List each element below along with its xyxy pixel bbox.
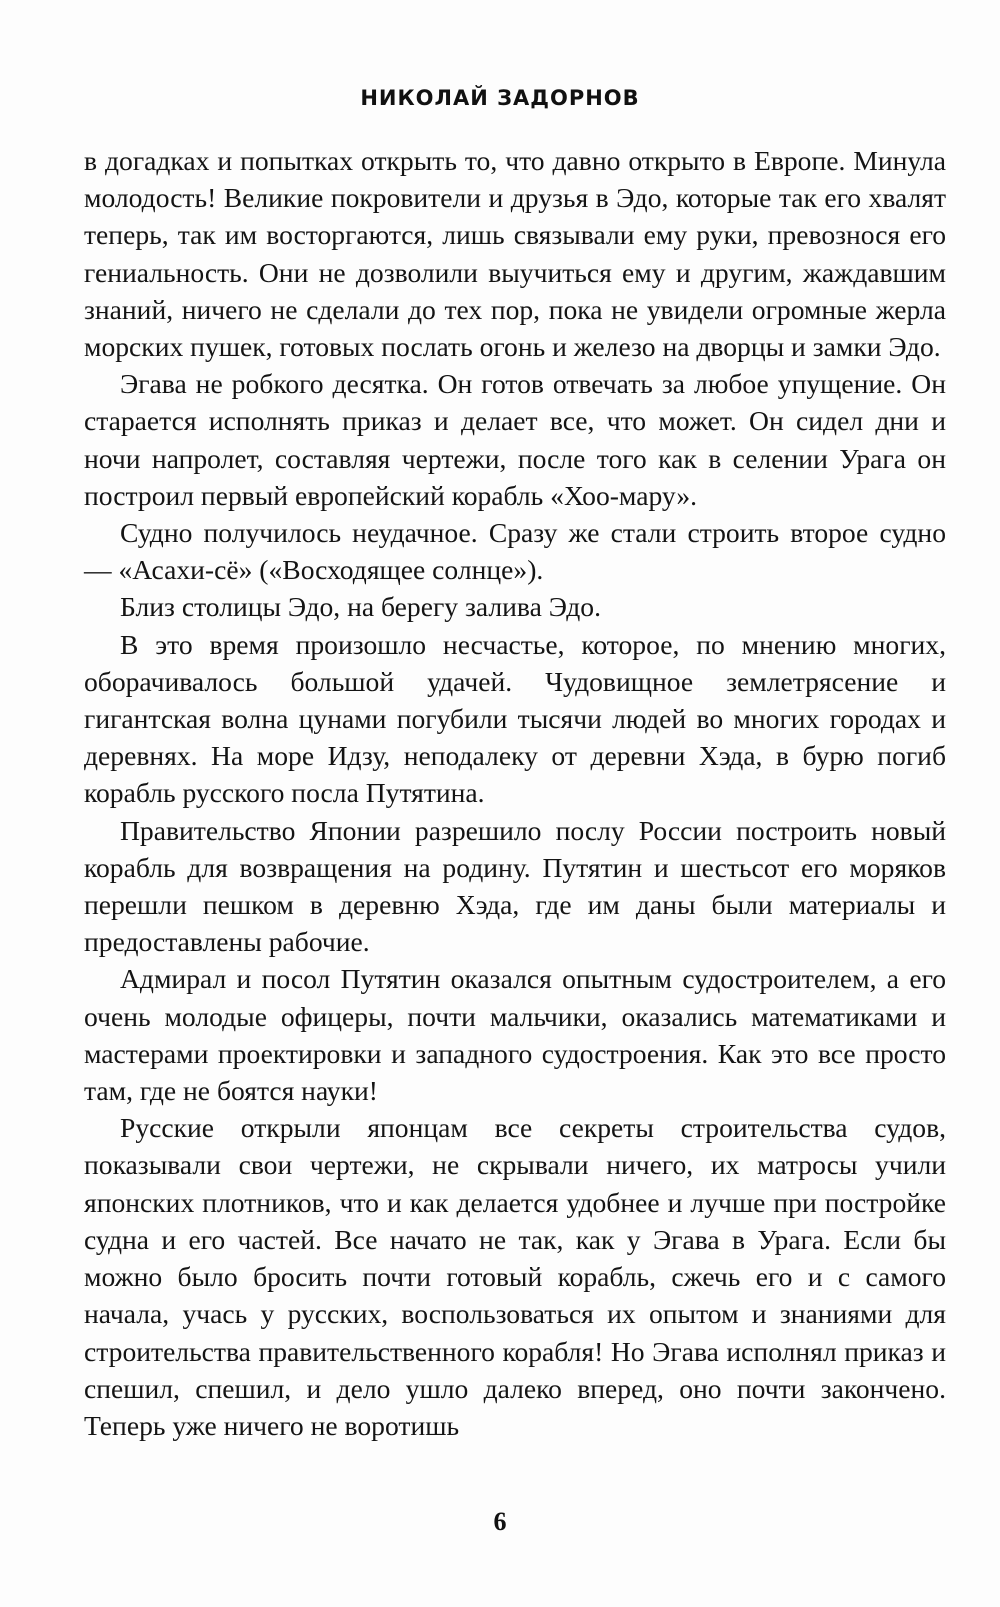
paragraph: Судно получилось неудачное. Сразу же стали строить второе судно — «Асахи-сё» («Восходящее солнце»).: [84, 517, 946, 586]
paragraph: Близ столицы Эдо, на берегу залива Эдо.: [120, 591, 601, 623]
paragraph: Адмирал и посол Путятин оказался опытным судостроителем, а его очень молодые офицеры, почти мальчики, оказались математиками и мастерами проектировки и западного судостроения. Как это все просто там, где не боятся науки!: [84, 963, 946, 1107]
paragraph: Русские открыли японцам все секреты строительства судов, показывали свои чертежи, не скрывали ничего, их матросы учили японских плотников, что и как делается удобнее и лучше при постройке судна и его частей. Все начато не так, как у Эгава в Урага. Если бы можно было бросить почти готовый корабль, сжечь его и с самого начала, учась у русских, воспользоваться их опытом и знаниями для строительства правительственного корабля! Но Эгава исполнял приказ и спешил, спешил, и дело ушло далеко вперед, оно почти закончено. Теперь уже ничего не воротишь: [84, 1112, 946, 1441]
paragraph: в догадках и попытках открыть то, что давно открыто в Европе. Минула молодость! Великие покровители и друзья в Эдо, которые так его хвалят теперь, так им восторгаются, лишь связывали ему руки, превознося его гениальность. Они не дозволили выучиться ему и другим, жаждавшим знаний, ничего не сделали до тех пор, пока не увидели огромные жерла морских пушек, готовых послать огонь и железо на дворцы и замки Эдо.: [84, 145, 946, 363]
paragraph: Правительство Японии разрешило послу России построить новый корабль для возвращения на родину. Путятин и шестьсот его моряков перешли пешком в деревню Хэда, где им даны были материалы и предоставлены рабочие.: [84, 814, 946, 958]
running-header-author: НИКОЛАЙ ЗАДОРНОВ: [360, 86, 640, 110]
page-number: 6: [493, 1507, 507, 1536]
body-text: [84, 142, 946, 1444]
paragraph: Эгава не робкого десятка. Он готов отвечать за любое упущение. Он старается исполнять приказ и делает все, что может. Он сидел дни и ночи напролет, составляя чертежи, после того как в селении Урага он построил первый европейский корабль «Хоо-мару».: [84, 368, 946, 511]
paragraph: В это время произошло несчастье, которое, по мнению многих, оборачивалось большой удачей. Чудовищное землетрясение и гигантская волна цунами погубили тысячи людей во многих городах и деревнях. На море Идзу, неподалеку от деревни Хэда, в бурю погиб корабль русского посла Путятина.: [84, 628, 946, 809]
